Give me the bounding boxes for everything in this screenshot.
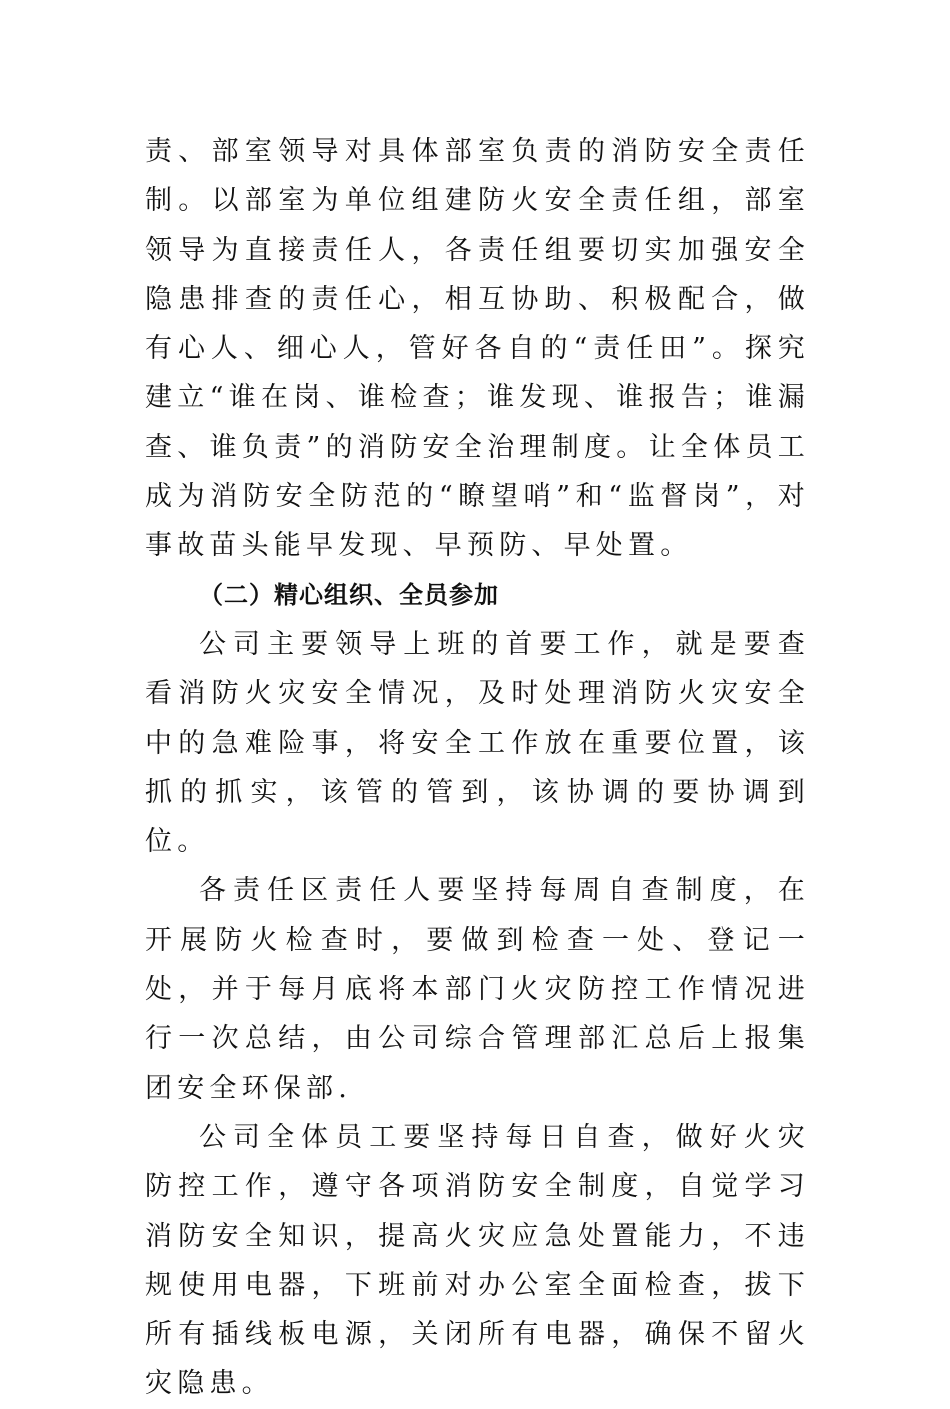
paragraph-weekly-self-check: 各责任区责任人要坚持每周自查制度，在开展防火检查时，要做到检查一处、登记一处，并于每月底将本部门火灾防控工作情况进行一次总结，由公司综合管理部汇总后上报集团安全环保部. [145,875,810,1104]
document-body [145,127,810,1409]
section-heading: （二）精心组织、全员参加 [199,580,499,609]
paragraph-daily-self-check: 公司全体员工要坚持每日自查，做好火灾防控工作，遵守各项消防安全制度，自觉学习消防安全知识，提高火灾应急处置能力，不违规使用电器，下班前对办公室全面检查，拔下所有插线板电源，关闭所有电器，确保不留火灾隐患。 [145,1121,810,1400]
paragraph-leadership-duty: 公司主要领导上班的首要工作，就是要查看消防火灾安全情况，及时处理消防火灾安全中的急难险事，将安全工作放在重要位置，该抓的抓实，该管的管到，该协调的要协调到位。 [145,628,810,858]
paragraph-responsibility-system: 责、部室领导对具体部室负责的消防安全责任制。以部室为单位组建防火安全责任组，部室领导为直接责任人，各责任组要切实加强安全隐患排查的责任心，相互协助、积极配合，做有心人、细心人，管好各自的“责任田”。探究建立“谁在岗、谁检查；谁发现、谁报告；谁漏查、谁负责”的消防安全治理制度。让全体员工成为消防安全防范的“瞭望哨”和“监督岗”，对事故苗头能早发现、早预防、早处置。 [145,136,810,562]
